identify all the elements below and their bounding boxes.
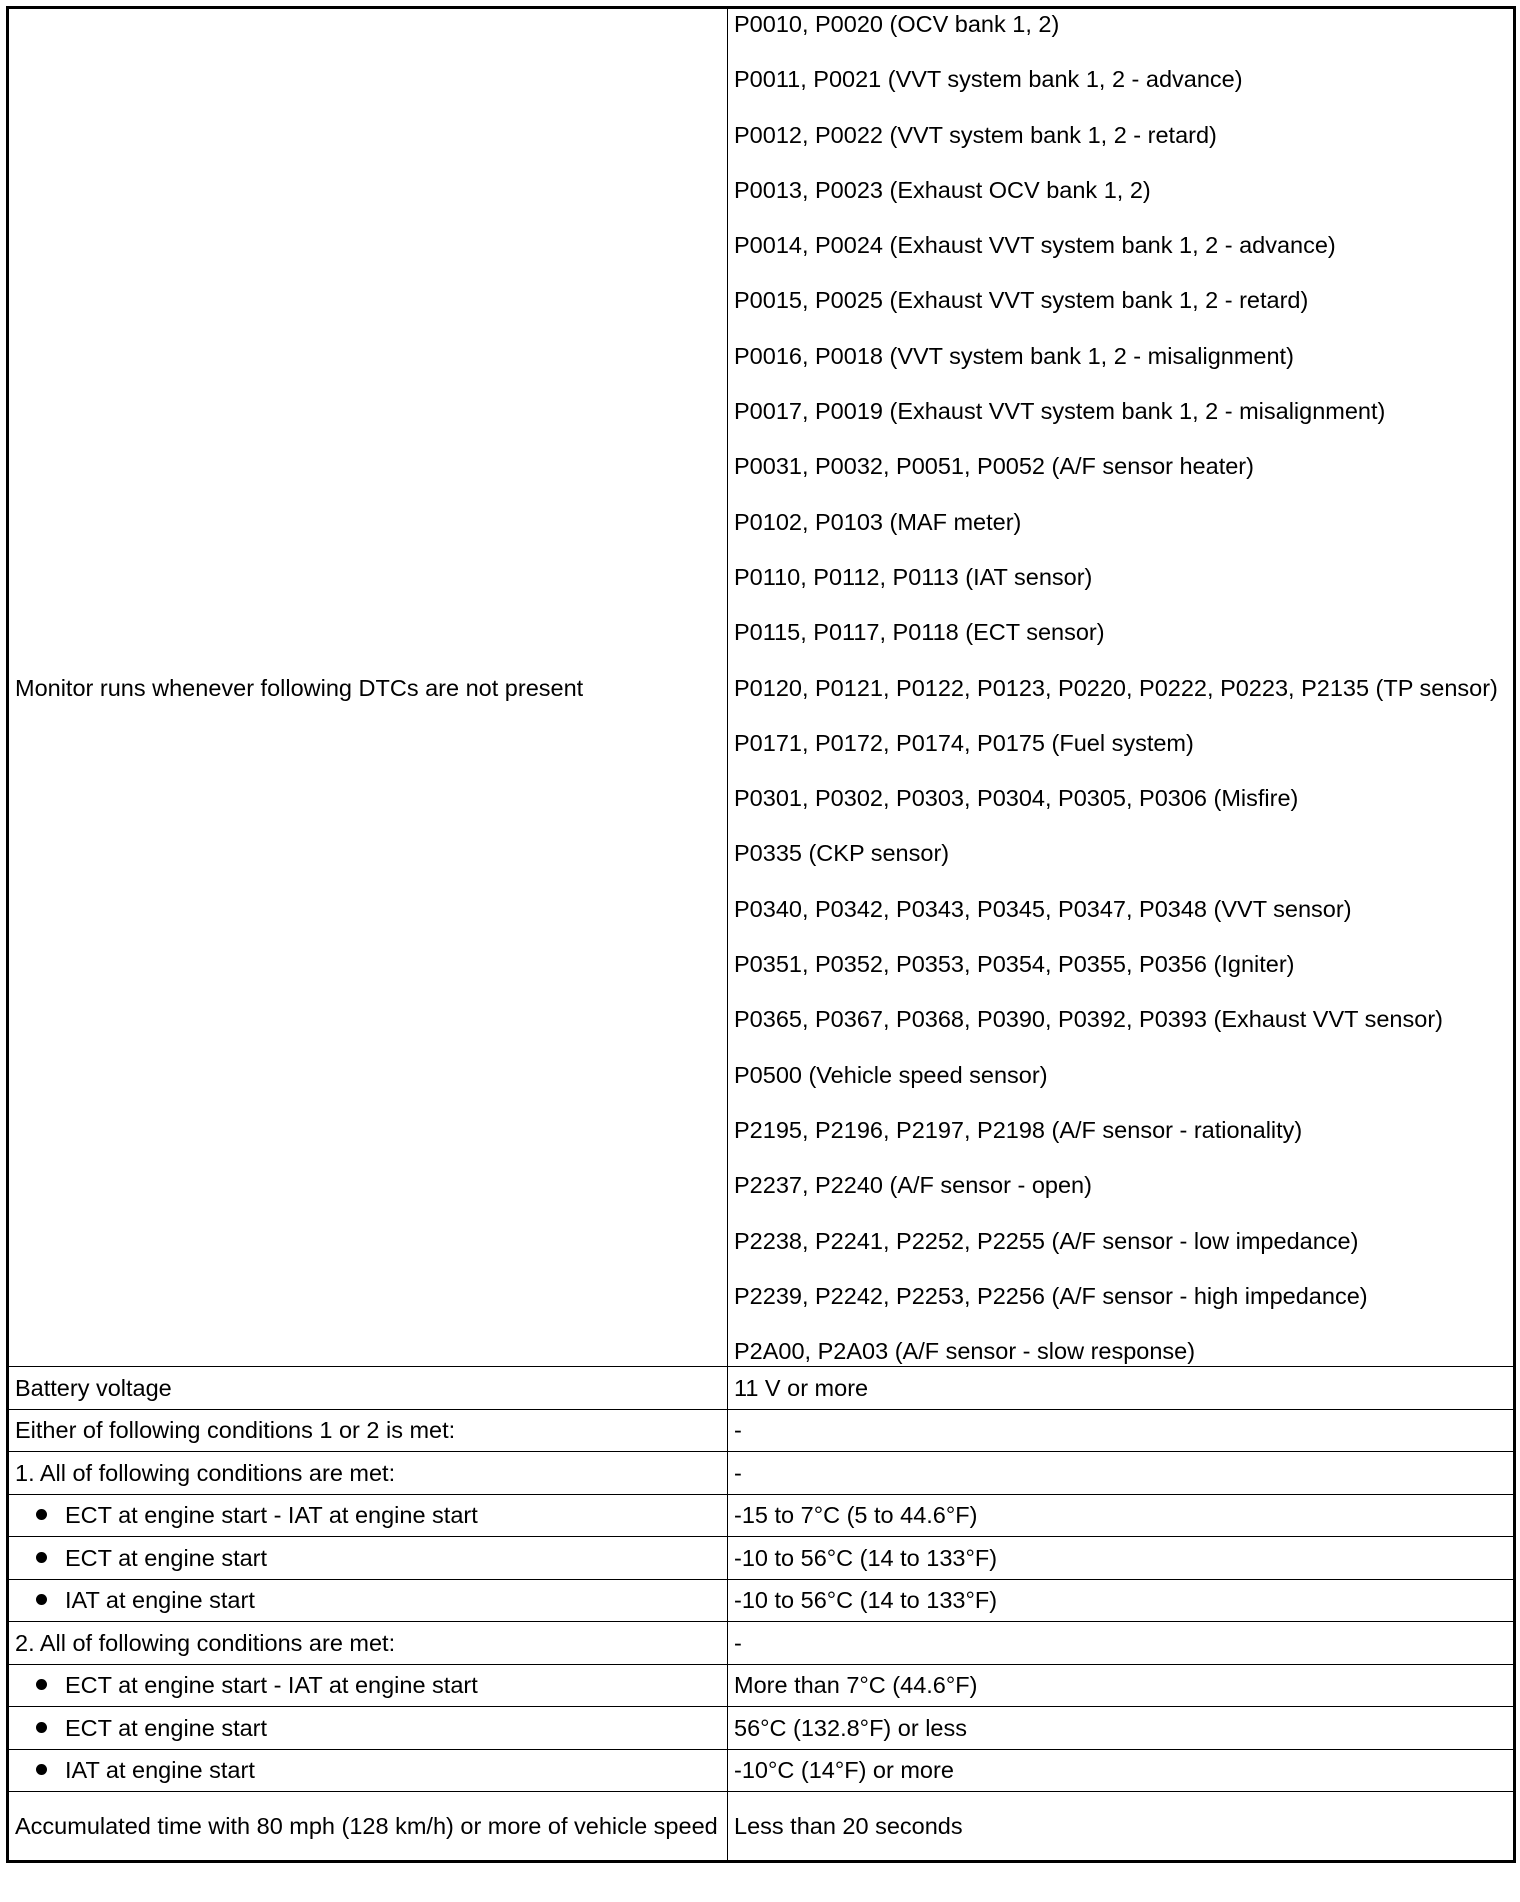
dtc-item: P0017, P0019 (Exhaust VVT system bank 1, 2 - misalignment) (734, 398, 1386, 425)
condition-label-text: IAT at engine start (65, 1587, 255, 1614)
dtc-item: P2A00, P2A03 (A/F sensor - slow response) (734, 1338, 1196, 1365)
condition-label: Battery voltage (8, 1367, 728, 1410)
monitor-label: Monitor runs whenever following DTCs are not present (8, 8, 728, 1367)
bullet-icon (36, 1722, 47, 1733)
dtc-item: P0335 (CKP sensor) (734, 840, 950, 867)
condition-value: -10 to 56°C (14 to 133°F) (728, 1579, 1515, 1622)
condition-value: 56°C (132.8°F) or less (728, 1707, 1515, 1750)
condition-label: Either of following conditions 1 or 2 is met: (8, 1409, 728, 1452)
table-row (8, 1664, 1515, 1707)
condition-value: - (728, 1452, 1515, 1495)
bullet-icon (36, 1594, 47, 1605)
dtc-item: P0171, P0172, P0174, P0175 (Fuel system) (734, 729, 1194, 756)
condition-label-bulleted (8, 1707, 728, 1750)
condition-value: - (728, 1622, 1515, 1665)
condition-value: - (728, 1409, 1515, 1452)
dtc-item: P0120, P0121, P0122, P0123, P0220, P0222, P0223, P2135 (TP sensor) (734, 674, 1498, 701)
dtc-item: P0015, P0025 (Exhaust VVT system bank 1, 2 - retard) (734, 287, 1309, 314)
dtc-item: P2237, P2240 (A/F sensor - open) (734, 1172, 1092, 1199)
condition-label-text: ECT at engine start - IAT at engine start (65, 1672, 478, 1699)
dtc-item: P0010, P0020 (OCV bank 1, 2) (734, 11, 1060, 37)
condition-label-text: ECT at engine start - IAT at engine start (65, 1502, 478, 1529)
dtc-item: P0014, P0024 (Exhaust VVT system bank 1, 2 - advance) (734, 232, 1336, 259)
condition-label-text: ECT at engine start (65, 1544, 268, 1571)
table-row (8, 1579, 1515, 1622)
condition-label-bulleted (8, 1579, 728, 1622)
table-row (8, 1367, 1515, 1410)
bullet-icon (36, 1509, 47, 1520)
dtc-item: P0031, P0032, P0051, P0052 (A/F sensor heater) (734, 453, 1254, 480)
table-row (8, 1537, 1515, 1580)
dtc-item: P0016, P0018 (VVT system bank 1, 2 - misalignment) (734, 342, 1294, 369)
table-row (8, 1707, 1515, 1750)
table-row (8, 1452, 1515, 1495)
dtc-item: P0340, P0342, P0343, P0345, P0347, P0348 (VVT sensor) (734, 895, 1352, 922)
condition-value: -10°C (14°F) or more (728, 1749, 1515, 1792)
table-row (8, 1792, 1515, 1862)
condition-label-bulleted (8, 1664, 728, 1707)
dtc-item: P0110, P0112, P0113 (IAT sensor) (734, 563, 1093, 590)
dtc-item: P0013, P0023 (Exhaust OCV bank 1, 2) (734, 176, 1151, 203)
condition-value: -10 to 56°C (14 to 133°F) (728, 1537, 1515, 1580)
condition-value: 11 V or more (728, 1367, 1515, 1410)
condition-label-text: ECT at engine start (65, 1714, 268, 1741)
conditions-table (6, 6, 1516, 1863)
condition-value: More than 7°C (44.6°F) (728, 1664, 1515, 1707)
condition-label-text: IAT at engine start (65, 1757, 255, 1784)
bullet-icon (36, 1764, 47, 1775)
dtc-item: P0102, P0103 (MAF meter) (734, 508, 1022, 535)
condition-label-bulleted (8, 1494, 728, 1537)
table-row (8, 1749, 1515, 1792)
bullet-icon (36, 1679, 47, 1690)
condition-value: -15 to 7°C (5 to 44.6°F) (728, 1494, 1515, 1537)
condition-label-bulleted (8, 1537, 728, 1580)
dtc-item: P2238, P2241, P2252, P2255 (A/F sensor - low impedance) (734, 1227, 1359, 1254)
dtc-item: P0301, P0302, P0303, P0304, P0305, P0306 (Misfire) (734, 785, 1299, 812)
dtc-item: P0500 (Vehicle speed sensor) (734, 1061, 1048, 1088)
dtc-item: P2195, P2196, P2197, P2198 (A/F sensor - rationality) (734, 1116, 1303, 1143)
condition-label: 2. All of following conditions are met: (8, 1622, 728, 1665)
dtc-item: P2239, P2242, P2253, P2256 (A/F sensor - high impedance) (734, 1282, 1368, 1309)
dtc-list (728, 8, 1515, 1367)
table-row (8, 1622, 1515, 1665)
condition-label-bulleted (8, 1749, 728, 1792)
dtc-item: P0365, P0367, P0368, P0390, P0392, P0393 (Exhaust VVT sensor) (734, 1006, 1443, 1033)
bullet-icon (36, 1552, 47, 1563)
condition-label: 1. All of following conditions are met: (8, 1452, 728, 1495)
table-row-monitor (8, 8, 1515, 1367)
dtc-item: P0351, P0352, P0353, P0354, P0355, P0356 (Igniter) (734, 951, 1295, 978)
table-row (8, 1409, 1515, 1452)
dtc-item: P0012, P0022 (VVT system bank 1, 2 - retard) (734, 121, 1217, 148)
condition-value: Less than 20 seconds (728, 1792, 1515, 1862)
dtc-item: P0011, P0021 (VVT system bank 1, 2 - advance) (734, 66, 1243, 93)
condition-label: Accumulated time with 80 mph (128 km/h) or more of vehicle speed (8, 1792, 728, 1862)
table-row (8, 1494, 1515, 1537)
dtc-item: P0115, P0117, P0118 (ECT sensor) (734, 619, 1105, 646)
